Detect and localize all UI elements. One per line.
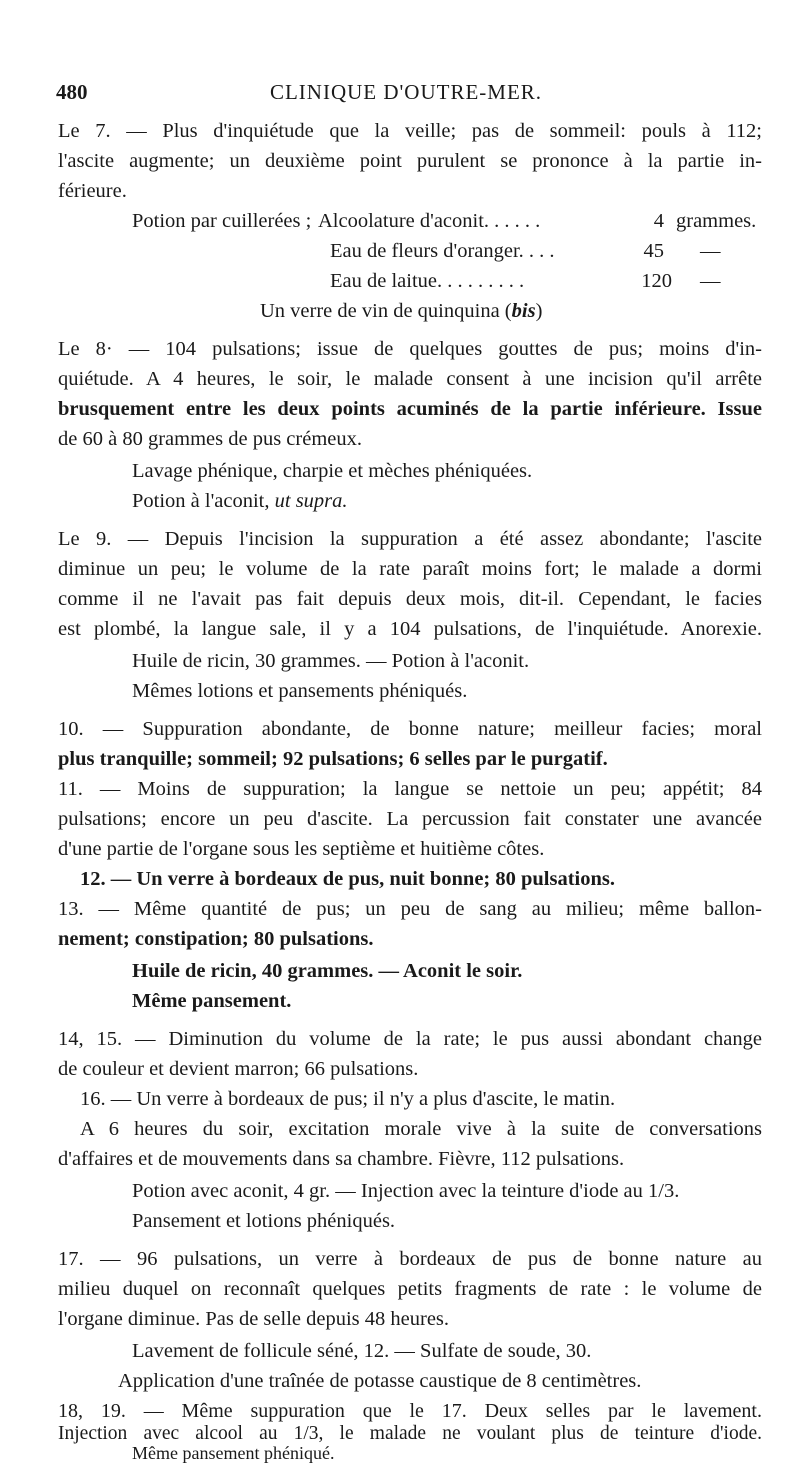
prescription-line: Huile de ricin, 30 grammes. — Potion à l'aconit.	[132, 650, 530, 672]
text-line: 10. — Suppuration abondante, de bonne nature; meilleur facies; moral	[58, 718, 762, 740]
prescription-item	[318, 206, 628, 236]
bis-mark: bis	[511, 300, 536, 322]
ingredient-name: Alcoolature d'aconit. . . . . .	[318, 210, 541, 232]
ingredient-quantity: 120	[641, 270, 672, 292]
text-line: quiétude. A 4 heures, le soir, le malade consent à une incision qu'il arrête	[58, 368, 762, 390]
text-line: Le 7. — Plus d'inquiétude que la veille; pas de sommeil: pouls à 112;	[58, 120, 762, 142]
prescription-line: Mêmes lotions et pansements phéniqués.	[132, 680, 468, 702]
text-line: 14, 15. — Diminution du volume de la rate; le pus aussi abondant change	[58, 1028, 762, 1050]
ingredient-name: Eau de fleurs d'oranger. . . .	[330, 240, 555, 262]
text-line: l'organe diminue. Pas de selle depuis 48 heures.	[58, 1308, 450, 1330]
prescription-item	[330, 236, 628, 266]
text-line: férieure.	[58, 180, 127, 202]
ingredient-unit: —	[700, 240, 721, 262]
running-title: CLINIQUE D'OUTRE-MER.	[269, 80, 543, 104]
ingredient-unit: grammes.	[676, 210, 757, 232]
ingredient-quantity: 45	[643, 240, 664, 262]
text-line: 16. — Un verre à bordeaux de pus; il n'y a plus d'ascite, le matin.	[80, 1088, 616, 1110]
ingredient-name: Eau de laitue. . . . . . . . .	[330, 270, 525, 292]
potion-text: Potion à l'aconit,	[132, 490, 275, 512]
text-line: 17. — 96 pulsations, un verre à bordeaux de pus de bonne nature au	[58, 1248, 762, 1270]
text-line: comme il ne l'avait pas fait depuis deux mois, dit-il. Cependant, le facies	[58, 588, 762, 610]
ut-supra: ut supra.	[274, 490, 348, 512]
text-line: brusquement entre les deux points acuminés de la partie inférieure. Issue	[58, 398, 762, 420]
prescription-line: Lavement de follicule séné, 12. — Sulfate de soude, 30.	[132, 1340, 592, 1362]
prescription-item	[330, 266, 628, 296]
text-line: milieu duquel on reconnaît quelques petits fragments de rate : le volume de	[58, 1278, 762, 1300]
text-line: d'une partie de l'organe sous les septième et huitième côtes.	[58, 838, 545, 860]
prescription-line: Même pansement phéniqué.	[132, 1443, 335, 1463]
wine-close: )	[535, 300, 543, 322]
prescription-line: Lavage phénique, charpie et mèches phéniquées.	[132, 460, 533, 482]
text-line: Le 9. — Depuis l'incision la suppuration a été assez abondante; l'ascite	[58, 528, 762, 550]
text-line: plus tranquille; sommeil; 92 pulsations; 6 selles par le purgatif.	[58, 748, 608, 770]
text-line: diminue un peu; le volume de la rate paraît moins fort; le malade a dormi	[58, 558, 762, 580]
prescription-line: Même pansement.	[132, 990, 292, 1012]
text-line: de couleur et devient marron; 66 pulsations.	[58, 1058, 419, 1080]
prescription-line: Pansement et lotions phéniqués.	[132, 1210, 396, 1232]
wine-text: Un verre de vin de quinquina (	[260, 300, 512, 322]
text-line: 12. — Un verre à bordeaux de pus, nuit bonne; 80 pulsations.	[80, 868, 615, 890]
text-line: l'ascite augmente; un deuxième point purulent se prononce à la partie in-	[58, 150, 762, 172]
text-line: 13. — Même quantité de pus; un peu de sang au milieu; même ballon-	[58, 898, 762, 920]
text-line: d'affaires et de mouvements dans sa chambre. Fièvre, 112 pulsations.	[58, 1148, 625, 1170]
text-line: pulsations; encore un peu d'ascite. La percussion fait constater une avancée	[58, 808, 762, 830]
ingredient-unit: —	[700, 270, 721, 292]
prescription-line: Potion avec aconit, 4 gr. — Injection avec la teinture d'iode au 1/3.	[132, 1180, 680, 1202]
ingredient-quantity: 4	[653, 210, 664, 232]
prescription-line: Application d'une traînée de potasse caustique de 8 centimètres.	[118, 1370, 642, 1392]
quinquina-wine-line	[260, 296, 542, 326]
text-line: nement; constipation; 80 pulsations.	[58, 928, 374, 950]
prescription-line: Huile de ricin, 40 grammes. — Aconit le soir.	[132, 960, 523, 982]
text-line: est plombé, la langue sale, il y a 104 pulsations, de l'inquiétude. Anorexie.	[58, 618, 762, 640]
page-number: 480	[56, 80, 88, 104]
text-line: Injection avec alcool au 1/3, le malade ne voulant plus de teinture d'iode.	[58, 1423, 762, 1444]
text-line: 11. — Moins de suppuration; la langue se nettoie un peu; appétit; 84	[58, 778, 762, 800]
prescription-line	[132, 486, 348, 516]
text-line: Le 8· — 104 pulsations; issue de quelques gouttes de pus; moins d'in-	[58, 338, 762, 360]
page-header	[56, 80, 756, 110]
prescription-intro: Potion par cuillerées ;	[132, 210, 312, 232]
text-line: 18, 19. — Même suppuration que le 17. Deux selles par le lavement.	[58, 1400, 762, 1422]
text-line: A 6 heures du soir, excitation morale vive à la suite de conversations	[80, 1118, 762, 1140]
text-line: de 60 à 80 grammes de pus crémeux.	[58, 428, 362, 450]
